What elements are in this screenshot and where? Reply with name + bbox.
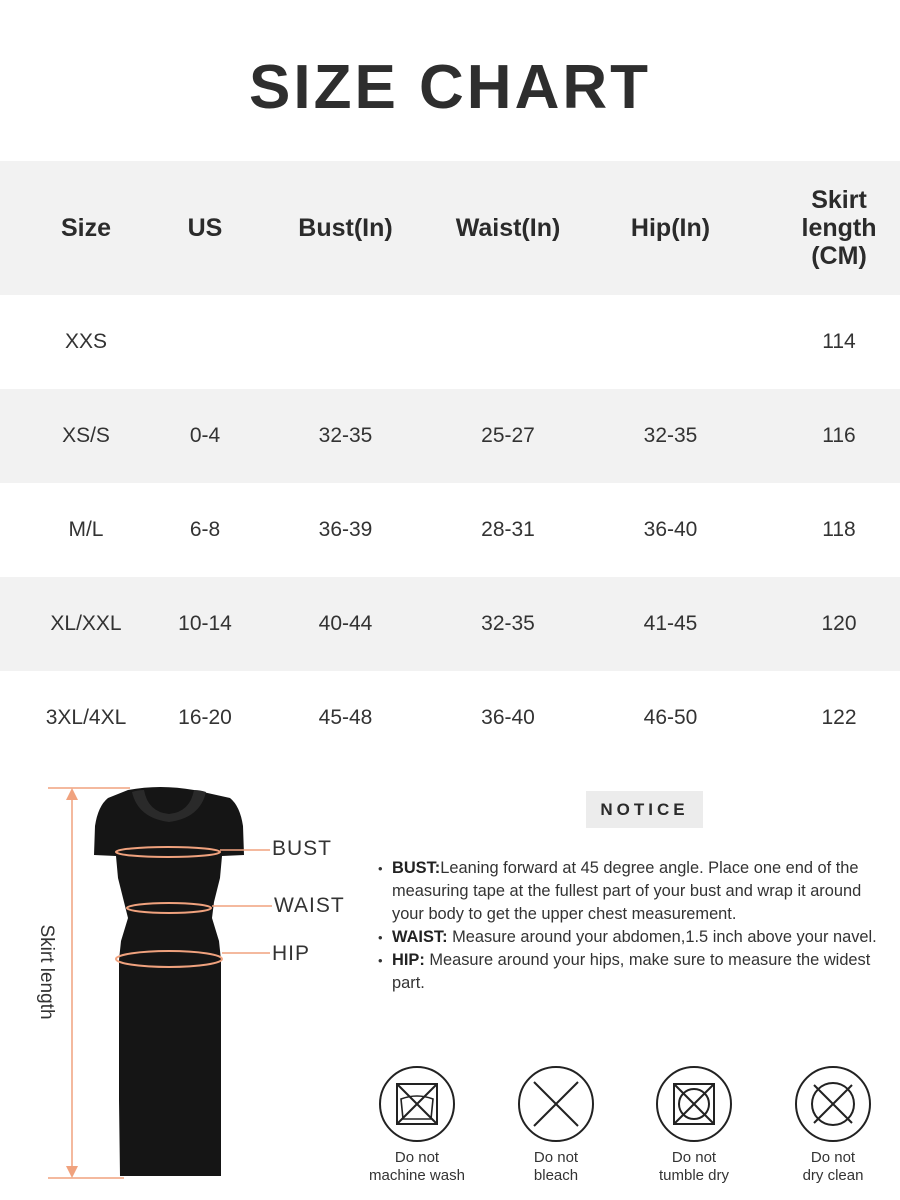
cell-us: 6-8 bbox=[189, 518, 221, 541]
cell-skirt-length: 118 bbox=[822, 518, 856, 541]
cell-skirt-length: 120 bbox=[821, 612, 857, 635]
notice-badge: NOTICE bbox=[586, 791, 703, 828]
measurement-notes bbox=[378, 857, 878, 995]
cell-waist: 36-40 bbox=[481, 706, 535, 729]
header-hip: Hip(In) bbox=[630, 214, 711, 242]
care-label-line2: tumble dry bbox=[658, 1167, 730, 1184]
care-item-tumble-dry bbox=[634, 1065, 754, 1185]
care-label-line1: Do not bbox=[671, 1149, 717, 1166]
care-item-bleach bbox=[496, 1065, 616, 1185]
note-text: Measure around your hips, make sure to measure the widest part. bbox=[392, 951, 871, 992]
table-row bbox=[0, 389, 900, 483]
cell-skirt-length: 116 bbox=[822, 424, 856, 447]
cell-hip: 32-35 bbox=[643, 424, 698, 447]
header-size: Size bbox=[60, 214, 112, 242]
care-label-line2: bleach bbox=[533, 1167, 579, 1184]
cell-us: 0-4 bbox=[189, 424, 221, 447]
label-waist: WAIST bbox=[274, 894, 345, 917]
cell-size: XXS bbox=[64, 330, 108, 353]
note-hip bbox=[378, 949, 878, 995]
cell-waist bbox=[453, 295, 563, 389]
cell-us bbox=[172, 295, 238, 389]
cell-skirt-length: 122 bbox=[821, 706, 857, 729]
cell-bust bbox=[238, 295, 453, 389]
cell-bust: 40-44 bbox=[318, 612, 373, 635]
dress-silhouette bbox=[94, 787, 244, 1176]
cell-skirt-length: 114 bbox=[822, 330, 856, 353]
table-header-row bbox=[0, 161, 900, 295]
cell-hip: 46-50 bbox=[643, 706, 698, 729]
care-item-dry-clean bbox=[773, 1065, 893, 1185]
header-bust: Bust(In) bbox=[298, 214, 393, 242]
size-table bbox=[0, 161, 900, 765]
cell-hip: 41-45 bbox=[643, 612, 698, 635]
cell-bust: 45-48 bbox=[318, 706, 373, 729]
table-row bbox=[0, 295, 900, 389]
table-row bbox=[0, 483, 900, 577]
note-text: Measure around your abdomen,1.5 inch above your navel. bbox=[447, 928, 877, 946]
cell-waist: 28-31 bbox=[481, 518, 535, 541]
note-text: Leaning forward at 45 degree angle. Place one end of the measuring tape at the fullest part of your bust and wrap it around your body to get the upper chest measurement. bbox=[392, 859, 862, 923]
cell-size: XL/XXL bbox=[50, 612, 122, 635]
cell-size: M/L bbox=[68, 518, 104, 541]
cell-size: XS/S bbox=[62, 424, 110, 447]
dress-measurement-figure bbox=[0, 778, 370, 1200]
care-label-line1: Do not bbox=[533, 1149, 579, 1166]
cell-bust: 32-35 bbox=[318, 424, 373, 447]
skirt-length-arrow-bottom bbox=[66, 1166, 78, 1178]
no-tumble-dry-icon bbox=[655, 1065, 733, 1143]
care-label-line1: Do not bbox=[810, 1149, 856, 1166]
note-bust bbox=[378, 857, 878, 926]
skirt-length-arrow-top bbox=[66, 788, 78, 800]
no-bleach-icon bbox=[517, 1065, 595, 1143]
page-title: SIZE CHART bbox=[249, 53, 651, 122]
cell-us: 16-20 bbox=[178, 706, 232, 729]
header-us: US bbox=[187, 214, 223, 242]
label-bust: BUST bbox=[272, 837, 333, 860]
note-term: WAIST: bbox=[392, 928, 448, 946]
cell-us: 10-14 bbox=[178, 612, 232, 635]
header-waist: Waist(In) bbox=[455, 214, 561, 242]
table-row bbox=[0, 577, 900, 671]
label-hip: HIP bbox=[272, 942, 311, 965]
care-item-machine-wash bbox=[357, 1065, 477, 1185]
no-machine-wash-icon bbox=[378, 1065, 456, 1143]
label-skirt-length: Skirt length bbox=[36, 924, 57, 1020]
care-label-line2: dry clean bbox=[802, 1167, 864, 1184]
cell-hip: 36-40 bbox=[643, 518, 698, 541]
no-dry-clean-icon bbox=[794, 1065, 872, 1143]
cell-bust: 36-39 bbox=[318, 518, 373, 541]
care-label-line1: Do not bbox=[394, 1149, 440, 1166]
cell-hip bbox=[563, 295, 778, 389]
note-waist bbox=[378, 926, 878, 949]
care-label-line2: machine wash bbox=[369, 1167, 465, 1184]
note-term: BUST: bbox=[392, 859, 441, 877]
header-skirt-length: Skirt length (CM) bbox=[801, 186, 877, 270]
cell-waist: 32-35 bbox=[481, 612, 535, 635]
cell-size: 3XL/4XL bbox=[45, 706, 127, 729]
cell-waist: 25-27 bbox=[481, 424, 535, 447]
table-row bbox=[0, 671, 900, 765]
note-term: HIP: bbox=[392, 951, 425, 969]
